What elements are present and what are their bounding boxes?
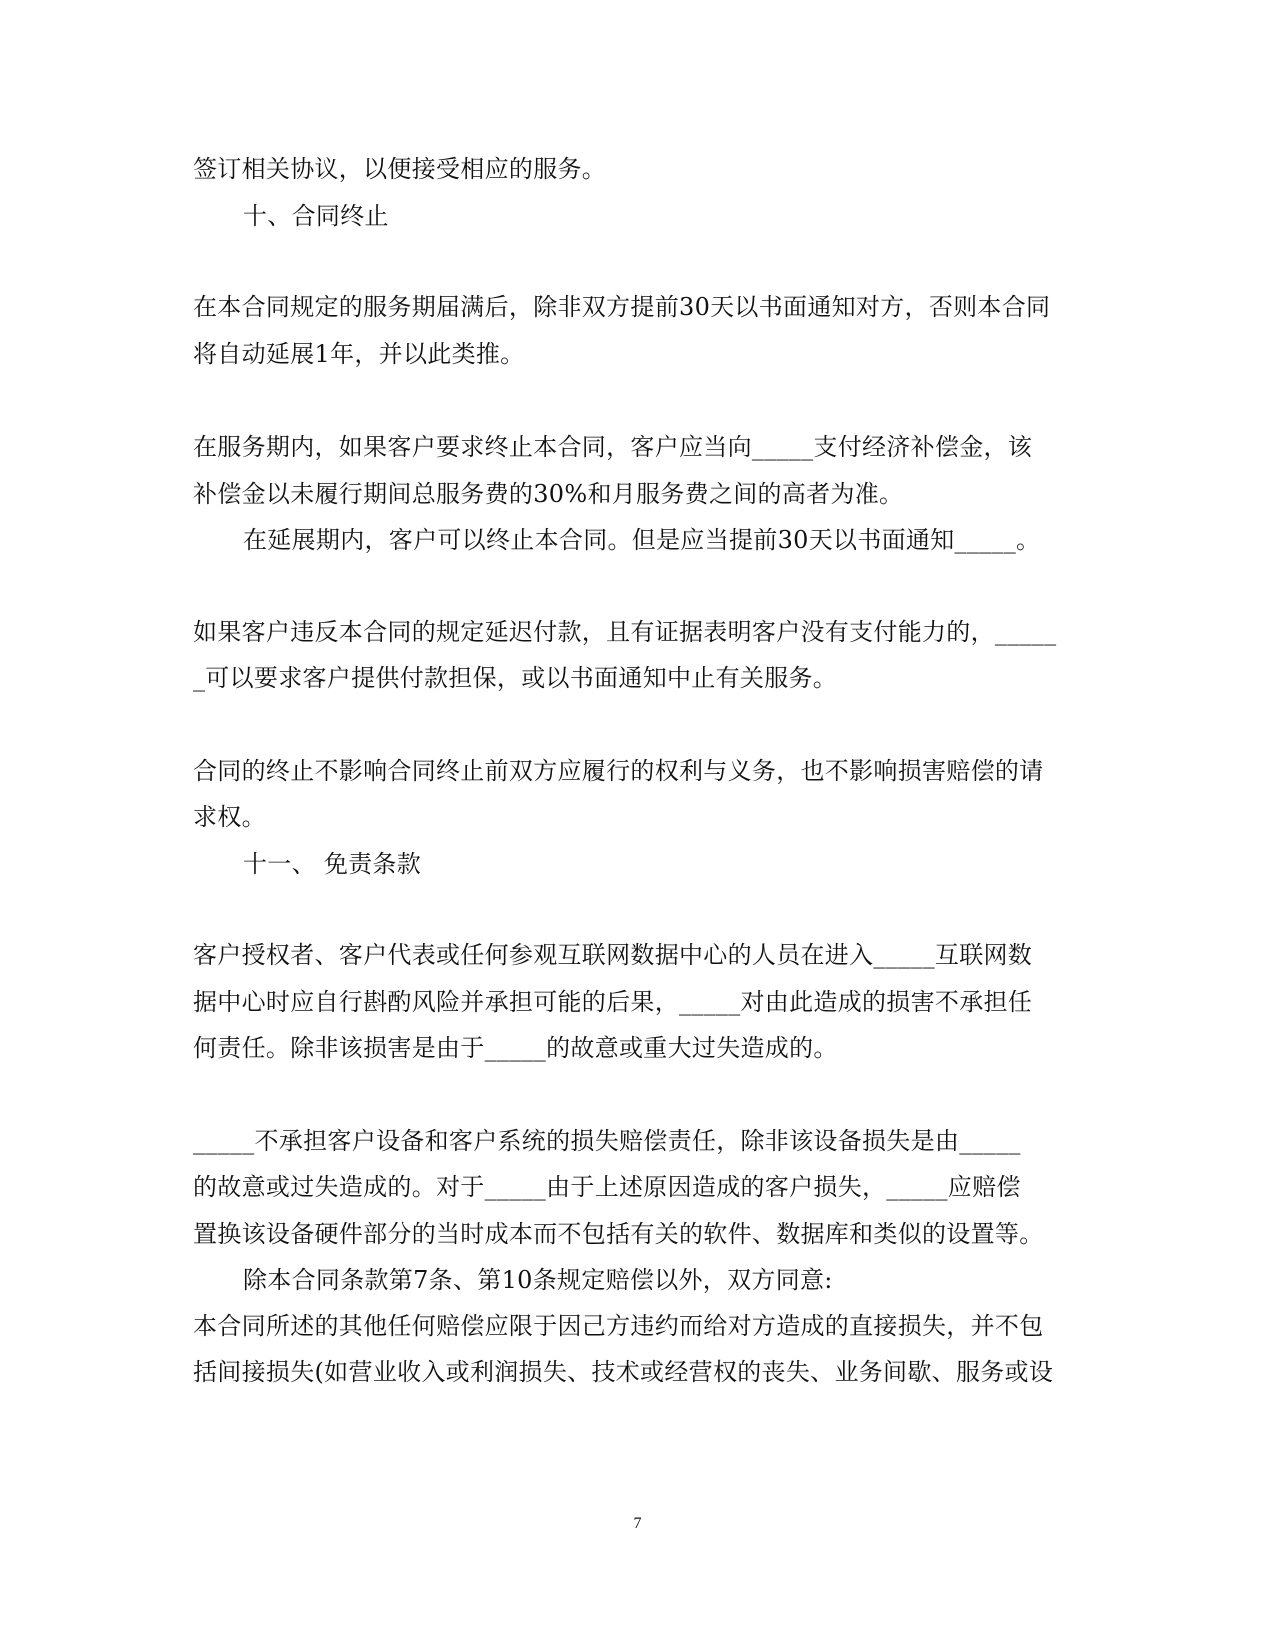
body-text-line: 括间接损失(如营业收入或利润损失、技术或经营权的丧失、业务间歇、服务或设	[193, 1358, 1054, 1386]
body-text-line: 本合同所述的其他任何赔偿应限于因己方违约而给对方造成的直接损失，并不包	[193, 1312, 1044, 1340]
body-text-line: 求权。	[193, 803, 266, 831]
body-text-line: _可以要求客户提供付款担保，或以书面通知中止有关服务。	[193, 664, 838, 692]
body-text-line: 据中心时应自行斟酌风险并承担可能的后果，_____对由此造成的损害不承担任	[193, 988, 1033, 1016]
body-text-line: 如果客户违反本合同的规定延迟付款，且有证据表明客户没有支付能力的，_____	[193, 618, 1057, 646]
body-text-line: 合同的终止不影响合同终止前双方应履行的权利与义务，也不影响损害赔偿的请	[193, 757, 1044, 785]
body-text-line: 在服务期内，如果客户要求终止本合同，客户应当向_____支付经济补偿金，该	[193, 433, 1033, 461]
body-text-line: 签订相关协议，以便接受相应的服务。	[193, 155, 607, 183]
body-text-line: 在延展期内，客户可以终止本合同。但是应当提前30天以书面通知_____。	[243, 526, 1041, 554]
body-text-line: 置换该设备硬件部分的当时成本而不包括有关的软件、数据库和类似的设置等。	[193, 1220, 1044, 1248]
body-text-line: 客户授权者、客户代表或任何参观互联网数据中心的人员在进入_____互联网数	[193, 941, 1033, 969]
body-text-line: 将自动延展1年，并以此类推。	[193, 340, 525, 368]
body-text-line: 何责任。除非该损害是由于_____的故意或重大过失造成的。	[193, 1034, 838, 1062]
body-text-line: 的故意或过失造成的。对于_____由于上述原因造成的客户损失，_____应赔偿	[193, 1173, 1021, 1201]
body-text-line: _____不承担客户设备和客户系统的损失赔偿责任，除非该设备损失是由_____	[193, 1127, 1021, 1155]
body-text-line: 除本合同条款第7条、第10条规定赔偿以外，双方同意:	[243, 1266, 833, 1294]
section-heading: 十一、 免责条款	[243, 850, 422, 878]
section-heading: 十、合同终止	[243, 202, 389, 230]
body-text-line: 补偿金以未履行期间总服务费的30%和月服务费之间的高者为准。	[193, 480, 904, 508]
page-number: 7	[633, 1515, 642, 1532]
body-text-line: 在本合同规定的服务期届满后，除非双方提前30天以书面通知对方，否则本合同	[193, 293, 1051, 321]
